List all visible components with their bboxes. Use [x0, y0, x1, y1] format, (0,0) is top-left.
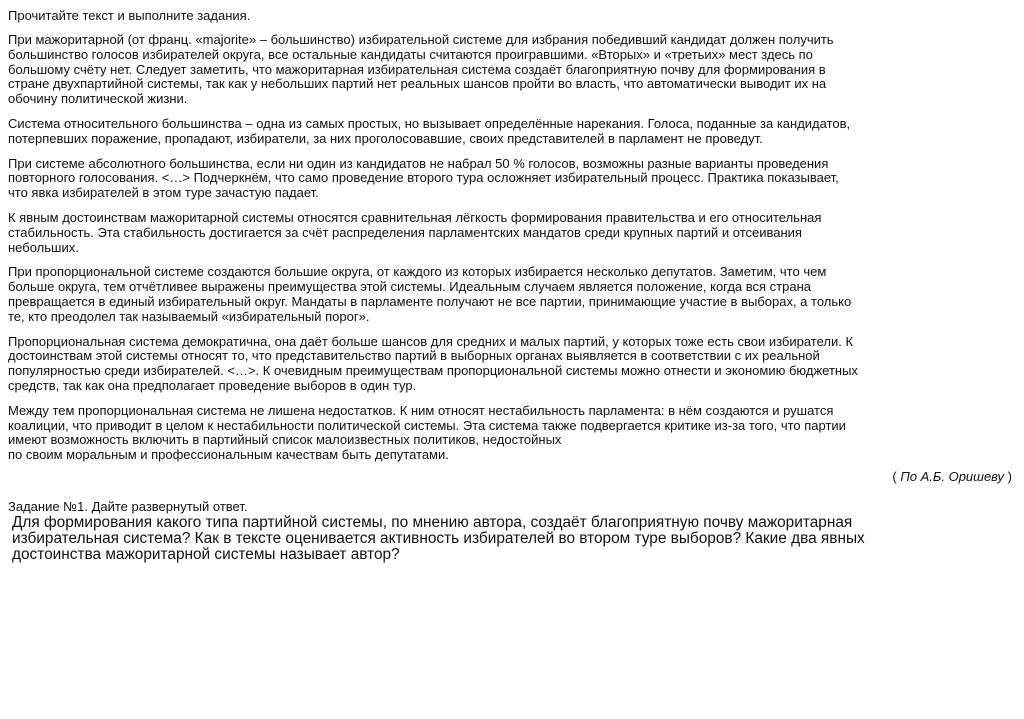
paragraph-6	[8, 335, 1016, 394]
text-line: достоинствам этой системы относят то, что представительство партий в выборных органах выявляется в соответствии с их реальной	[8, 348, 820, 364]
text-line: что явка избирателей в этом туре зачастую падает.	[8, 185, 319, 201]
text-line: повторного голосования. <…> Подчеркнём, что само проведение второго тура осложняет избирательный процесс. Практика показывает,	[8, 170, 839, 186]
text-line: Пропорциональная система демократична, она даёт больше шансов для средних и малых партий, у которых тоже есть свои избиратели. К	[8, 333, 854, 349]
source-open-paren: (	[892, 468, 901, 484]
text-line: Между тем пропорциональная система не лишена недостатков. К ним относят нестабильность парламента: в нём создаются и рушатся	[8, 402, 834, 418]
task-title: Задание №1. Дайте развернутый ответ.	[8, 498, 248, 514]
text-line: коалиции, что приводит в целом к нестабильности политической системы. Эта система также подвергается критике из-за того, что партии	[8, 417, 846, 433]
text-line: К явным достоинствам мажоритарной системы относятся сравнительная лёгкость формирования правительства и его относительная	[8, 209, 822, 225]
text-line: Система относительного большинства – одна из самых простых, но вызывает определённые нарекания. Голоса, поданные за кандидатов,	[8, 115, 851, 131]
text-line: средств, так как она предполагает проведение выборов в один тур.	[8, 377, 417, 393]
text-line: небольших.	[8, 239, 79, 255]
text-line: большинство голосов избирателей округа, все остальные кандидаты считаются проигравшими. «Вторых» и «третьих» мест здесь по	[8, 46, 813, 62]
text-line: превращается в единый избирательный округ. Мандаты в парламенте получают не все партии, принимающие участие в выборах, а только	[8, 293, 852, 309]
text-line: те, кто преодолел так называемый «избирательный порог».	[8, 308, 370, 324]
text-line: обочину политической жизни.	[8, 91, 188, 107]
text-line: При пропорциональной системе создаются большие округа, от каждого из которых избирается несколько депутатов. Заметим, что чем	[8, 264, 827, 280]
text-line: При мажоритарной (от франц. «majorite» – большинство) избирательной системе для избрания победивший кандидат должен получить	[8, 32, 834, 47]
paragraph-5	[8, 265, 1016, 324]
text-line: стабильность. Эта стабильность достигается за счёт распределения парламентских мандатов среди крупных партий и отсеивания	[8, 224, 802, 240]
source-close-paren: )	[1004, 468, 1012, 484]
text-line: больше округа, тем отчётливее выражены преимущества этой системы. Идеальным случаем является положение, когда вся страна	[8, 279, 812, 295]
text-line: большому счёту нет. Следует заметить, что мажоритарная избирательная система создаёт благоприятную почву для формирования в	[8, 61, 826, 77]
task-question	[12, 515, 1016, 564]
question-line: достоинства мажоритарной системы называет автор?	[12, 546, 400, 564]
article-body	[8, 33, 1016, 463]
text-line: по своим моральным и профессиональным качествам быть депутатами.	[8, 447, 449, 463]
text-line: имеют возможность включить в партийный список малоизвестных политиков, недостойных	[8, 432, 562, 448]
text-line: потерпевших поражение, пропадают, избиратели, за них проголосовавшие, своих представителей в парламент не проведут.	[8, 130, 763, 146]
paragraph-1	[8, 33, 1016, 107]
text-line: популярностью среди избирателей. <…>. К очевидным преимуществам пропорциональной системы можно отнести и экономию бюджетных	[8, 363, 858, 379]
task-block	[8, 499, 1016, 564]
text-line: стране двухпартийной системы, так как у небольших партий нет реальных шансов пройти во власть, что автоматически выводит их на	[8, 76, 827, 92]
source-attribution	[8, 469, 1012, 484]
instruction-text: Прочитайте текст и выполните задания.	[8, 8, 251, 23]
text-line: При системе абсолютного большинства, если ни один из кандидатов не набрал 50 % голосов, возможны разные варианты проведения	[8, 155, 829, 171]
source-author: По А.Б. Оришеву	[900, 468, 1005, 484]
question-line: Для формирования какого типа партийной системы, по мнению автора, создаёт благоприятную почву мажоритарная	[12, 513, 853, 531]
paragraph-4	[8, 211, 1016, 255]
question-line: избирательная система? Как в тексте оценивается активность избирателей во втором туре выборов? Какие два явных	[12, 530, 865, 548]
paragraph-7	[8, 404, 1016, 463]
paragraph-3	[8, 157, 1016, 201]
paragraph-2	[8, 117, 1016, 147]
